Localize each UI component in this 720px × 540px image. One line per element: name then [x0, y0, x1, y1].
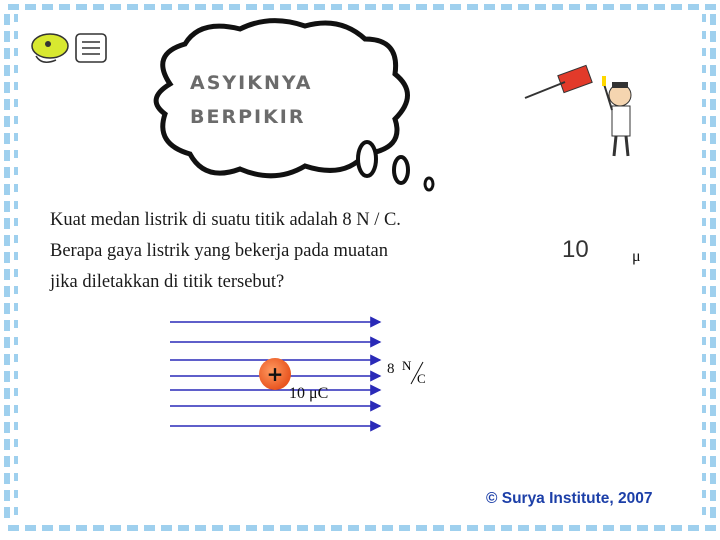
border-dash — [702, 269, 706, 277]
border-dash — [4, 218, 10, 229]
border-dash — [586, 4, 597, 10]
border-dash — [280, 525, 291, 531]
border-dash — [620, 525, 631, 531]
border-dash — [702, 337, 706, 345]
border-dash — [702, 167, 706, 175]
question-line-3: jika diletakkan di titik tersebut? — [50, 272, 285, 292]
border-dash — [4, 473, 10, 484]
border-dash — [14, 65, 18, 73]
border-dash — [14, 320, 18, 328]
border-dash — [76, 525, 87, 531]
border-dash — [702, 422, 706, 430]
border-dash — [702, 456, 706, 464]
border-dash — [710, 252, 716, 263]
border-dash — [710, 99, 716, 110]
border-dash — [4, 184, 10, 195]
border-dash — [4, 235, 10, 246]
border-dash — [4, 422, 10, 433]
border-dash — [14, 388, 18, 396]
border-dash — [702, 184, 706, 192]
border-dash — [4, 48, 10, 59]
border-dash — [710, 456, 716, 467]
border-dash — [705, 4, 716, 10]
border-dash — [654, 525, 665, 531]
border-dash — [195, 4, 206, 10]
border-dash — [620, 4, 631, 10]
border-dash — [4, 167, 10, 178]
border-dash — [710, 507, 716, 518]
border-dash — [710, 65, 716, 76]
book-clipart-icon — [28, 26, 112, 72]
border-dash — [14, 422, 18, 430]
border-dash — [4, 201, 10, 212]
border-dash — [178, 4, 189, 10]
border-dash — [710, 286, 716, 297]
border-dash — [14, 167, 18, 175]
border-dash — [4, 99, 10, 110]
border-dash — [195, 525, 206, 531]
border-dash — [702, 252, 706, 260]
border-dash — [399, 525, 410, 531]
border-dash — [501, 525, 512, 531]
border-dash — [178, 525, 189, 531]
border-dash — [161, 4, 172, 10]
border-dash — [59, 4, 70, 10]
border-dash — [4, 31, 10, 42]
border-dash — [348, 4, 359, 10]
border-dash — [263, 4, 274, 10]
border-dash — [710, 371, 716, 382]
border-dash — [702, 133, 706, 141]
border-dash — [552, 4, 563, 10]
border-dash — [4, 456, 10, 467]
border-dash — [25, 4, 36, 10]
border-dash — [4, 371, 10, 382]
border-dash — [702, 490, 706, 498]
electric-field-diagram — [160, 310, 390, 435]
border-dash — [127, 525, 138, 531]
border-dash — [14, 456, 18, 464]
border-dash — [702, 218, 706, 226]
border-dash — [14, 218, 18, 226]
border-dash — [4, 303, 10, 314]
border-dash — [4, 388, 10, 399]
border-dash — [637, 4, 648, 10]
border-dash — [144, 4, 155, 10]
border-dash — [702, 405, 706, 413]
border-dash — [450, 525, 461, 531]
border-dash — [14, 269, 18, 277]
border-dash — [710, 269, 716, 280]
border-dash — [518, 525, 529, 531]
border-dash — [416, 4, 427, 10]
border-dash — [710, 235, 716, 246]
border-dash — [280, 4, 291, 10]
border-dash — [702, 286, 706, 294]
border-dash — [4, 439, 10, 450]
border-dash — [348, 525, 359, 531]
border-dash — [4, 507, 10, 518]
border-dash — [59, 525, 70, 531]
border-dash — [14, 303, 18, 311]
border-dash — [688, 4, 699, 10]
charge-label: 10 μC — [289, 385, 329, 402]
border-dash — [710, 218, 716, 229]
border-dash — [702, 388, 706, 396]
border-dash — [710, 405, 716, 416]
border-dash — [705, 525, 716, 531]
border-dash — [433, 525, 444, 531]
border-dash — [314, 4, 325, 10]
border-dash — [4, 354, 10, 365]
question-line-2: Berapa gaya listrik yang bekerja pada muatan — [50, 241, 388, 261]
border-dash — [4, 116, 10, 127]
border-dash — [382, 525, 393, 531]
border-dash — [4, 133, 10, 144]
border-dash — [603, 525, 614, 531]
copyright-footer: © Surya Institute, 2007 — [486, 490, 653, 507]
border-dash — [416, 525, 427, 531]
border-dash — [314, 525, 325, 531]
border-dash — [14, 405, 18, 413]
border-dash — [535, 525, 546, 531]
border-dash — [552, 525, 563, 531]
border-dash — [161, 525, 172, 531]
border-dash — [710, 14, 716, 25]
inline-charge-unit: μ — [632, 248, 641, 265]
border-dash — [110, 525, 121, 531]
border-dash — [110, 4, 121, 10]
border-dash — [14, 99, 18, 107]
border-dash — [671, 4, 682, 10]
border-dash — [702, 99, 706, 107]
border-dash — [603, 4, 614, 10]
border-dash — [14, 490, 18, 498]
charge-sign: + — [266, 362, 284, 386]
border-dash — [4, 65, 10, 76]
border-dash — [14, 439, 18, 447]
border-dash — [297, 4, 308, 10]
thought-line-2: BERPIKIR — [190, 106, 306, 128]
border-dash — [702, 201, 706, 209]
border-dash — [4, 252, 10, 263]
border-dash — [263, 525, 274, 531]
question-line-1: Kuat medan listrik di suatu titik adalah 8 N / C. — [50, 210, 401, 230]
border-dash — [246, 4, 257, 10]
border-dash — [710, 116, 716, 127]
border-dash — [4, 405, 10, 416]
border-dash — [14, 286, 18, 294]
border-dash — [25, 525, 36, 531]
border-dash — [710, 490, 716, 501]
border-dash — [93, 4, 104, 10]
border-dash — [484, 525, 495, 531]
border-dash — [710, 303, 716, 314]
border-dash — [4, 14, 10, 25]
border-dash — [484, 4, 495, 10]
border-dash — [331, 4, 342, 10]
border-dash — [710, 473, 716, 484]
border-dash — [710, 150, 716, 161]
border-dash — [702, 235, 706, 243]
border-dash — [4, 490, 10, 501]
border-dash — [229, 4, 240, 10]
border-dash — [710, 422, 716, 433]
field-value: 8 — [387, 361, 395, 377]
border-dash — [710, 388, 716, 399]
border-dash — [144, 525, 155, 531]
border-dash — [4, 337, 10, 348]
border-dash — [702, 150, 706, 158]
border-dash — [501, 4, 512, 10]
border-dash — [42, 4, 53, 10]
border-dash — [4, 286, 10, 297]
border-dash — [14, 14, 18, 22]
border-dash — [518, 4, 529, 10]
border-dash — [535, 4, 546, 10]
border-dash — [127, 4, 138, 10]
border-dash — [14, 201, 18, 209]
border-dash — [710, 31, 716, 42]
border-dash — [14, 184, 18, 192]
border-dash — [710, 439, 716, 450]
border-dash — [702, 371, 706, 379]
border-dash — [671, 525, 682, 531]
border-dash — [702, 303, 706, 311]
border-dash — [14, 252, 18, 260]
border-dash — [14, 116, 18, 124]
border-dash — [4, 82, 10, 93]
field-unit-denominator: C — [417, 371, 426, 386]
border-dash — [569, 4, 580, 10]
border-dash — [14, 473, 18, 481]
border-dash — [14, 235, 18, 243]
border-dash — [42, 525, 53, 531]
border-dash — [229, 525, 240, 531]
border-dash — [14, 371, 18, 379]
border-dash — [710, 184, 716, 195]
border-dash — [586, 525, 597, 531]
border-dash — [710, 354, 716, 365]
border-dash — [467, 4, 478, 10]
border-dash — [710, 320, 716, 331]
border-dash — [702, 48, 706, 56]
border-dash — [702, 507, 706, 515]
border-dash — [14, 133, 18, 141]
border-dash — [14, 31, 18, 39]
thought-line-1: ASYIKNYA — [190, 72, 313, 94]
border-dash — [702, 116, 706, 124]
border-dash — [14, 354, 18, 362]
border-dash — [4, 320, 10, 331]
border-dash — [399, 4, 410, 10]
scientist-clipart-icon — [520, 60, 650, 160]
border-dash — [14, 82, 18, 90]
border-dash — [4, 150, 10, 161]
border-dash — [76, 4, 87, 10]
border-dash — [569, 525, 580, 531]
border-dash — [654, 4, 665, 10]
question-text — [50, 205, 580, 298]
field-unit-numerator: N — [402, 358, 412, 373]
border-dash — [382, 4, 393, 10]
border-dash — [710, 133, 716, 144]
border-dash — [433, 4, 444, 10]
inline-charge-value: 10 — [562, 236, 589, 263]
border-dash — [710, 201, 716, 212]
thought-bubble-text — [190, 66, 313, 134]
border-dash — [8, 4, 19, 10]
border-dash — [14, 150, 18, 158]
border-dash — [702, 31, 706, 39]
border-dash — [93, 525, 104, 531]
border-dash — [331, 525, 342, 531]
border-dash — [702, 354, 706, 362]
border-dash — [702, 65, 706, 73]
border-dash — [450, 4, 461, 10]
border-dash — [212, 525, 223, 531]
border-dash — [212, 4, 223, 10]
border-dash — [710, 82, 716, 93]
border-dash — [4, 269, 10, 280]
border-dash — [467, 525, 478, 531]
border-dash — [365, 525, 376, 531]
border-dash — [688, 525, 699, 531]
border-dash — [702, 14, 706, 22]
border-dash — [710, 48, 716, 59]
border-dash — [8, 525, 19, 531]
border-dash — [710, 337, 716, 348]
border-dash — [702, 320, 706, 328]
border-dash — [710, 167, 716, 178]
border-dash — [14, 507, 18, 515]
border-dash — [14, 48, 18, 56]
border-dash — [246, 525, 257, 531]
border-dash — [702, 473, 706, 481]
border-dash — [702, 439, 706, 447]
border-dash — [637, 525, 648, 531]
border-dash — [14, 337, 18, 345]
border-dash — [365, 4, 376, 10]
border-dash — [297, 525, 308, 531]
border-dash — [702, 82, 706, 90]
